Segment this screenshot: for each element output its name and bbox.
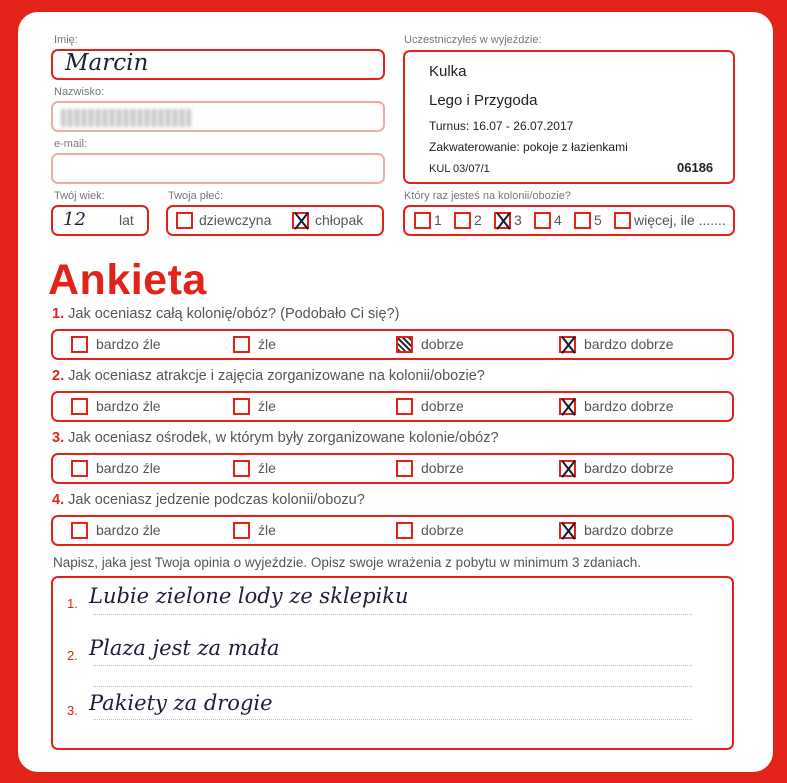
q3-option-bad-checkbox[interactable]: [233, 460, 250, 477]
gender-label: Twoja płeć:: [168, 190, 224, 202]
times-2-checkbox[interactable]: [454, 212, 471, 229]
times-5-checkbox[interactable]: [574, 212, 591, 229]
times-3-checkbox[interactable]: [494, 212, 511, 229]
gender-boy-label: chłopak: [315, 212, 364, 228]
q4-option-very-good-checkbox[interactable]: [559, 522, 576, 539]
opinion-textarea[interactable]: [51, 576, 734, 750]
question-2: [52, 368, 485, 384]
trip-accommodation: Zakwaterowanie: pokoje z łazienkami: [429, 140, 628, 154]
question-3-text: Jak oceniasz ośrodek, w którym były zorganizowane kolonie/obóz?: [68, 430, 499, 446]
q2-option-bad-label: źle: [258, 398, 276, 414]
age-field[interactable]: [51, 205, 149, 236]
question-1-answers: [51, 329, 734, 360]
trip-turnus: Turnus: 16.07 - 26.07.2017: [429, 119, 574, 133]
q3-option-very-bad-checkbox[interactable]: [71, 460, 88, 477]
question-4-number: 4.: [52, 492, 65, 508]
q3-option-very-bad-label: bardzo źle: [96, 460, 161, 476]
opinion-line-2-text: Plaza jest za mała: [89, 636, 280, 660]
surname-field[interactable]: [51, 101, 385, 132]
age-unit: lat: [119, 212, 134, 228]
q1-option-bad-label: źle: [258, 336, 276, 352]
question-3-answers: [51, 453, 734, 484]
question-4-answers: [51, 515, 734, 546]
q1-option-very-bad-checkbox[interactable]: [71, 336, 88, 353]
q1-option-bad-checkbox[interactable]: [233, 336, 250, 353]
q3-option-bad-label: źle: [258, 460, 276, 476]
q4-option-very-bad-label: bardzo źle: [96, 522, 161, 538]
q4-option-very-bad-checkbox[interactable]: [71, 522, 88, 539]
name-label: Imię:: [54, 34, 78, 46]
q4-option-bad-label: źle: [258, 522, 276, 538]
q1-option-good-label: dobrze: [421, 336, 464, 352]
q4-option-very-good-label: bardzo dobrze: [584, 522, 674, 538]
question-4-text: Jak oceniasz jedzenie podczas kolonii/obozu?: [68, 492, 365, 508]
gender-girl-checkbox[interactable]: [176, 212, 193, 229]
q4-option-bad-checkbox[interactable]: [233, 522, 250, 539]
times-4-label: 4: [554, 212, 562, 228]
opinion-line-3-text: Pakiety za drogie: [89, 691, 273, 715]
question-2-text: Jak oceniasz atrakcje i zajęcia zorganizowane na kolonii/obozie?: [68, 368, 485, 384]
opinion-line-1-text: Lubie zielone lody ze sklepiku: [89, 584, 409, 608]
q3-option-very-good-label: bardzo dobrze: [584, 460, 674, 476]
q1-option-very-bad-label: bardzo źle: [96, 336, 161, 352]
q1-option-very-good-label: bardzo dobrze: [584, 336, 674, 352]
times-1-label: 1: [434, 212, 442, 228]
times-2-label: 2: [474, 212, 482, 228]
opinion-line-1-number: 1.: [67, 596, 78, 611]
q1-option-very-good-checkbox[interactable]: [559, 336, 576, 353]
question-3: [52, 430, 499, 446]
gender-girl-label: dziewczyna: [199, 212, 272, 228]
gender-boy-checkbox[interactable]: [292, 212, 309, 229]
trip-info-box: [403, 50, 735, 184]
opinion-prompt: Napisz, jaka jest Twoja opinia o wyjeździe. Opisz swoje wrażenia z pobytu w minimum 3 zdaniach.: [53, 555, 642, 570]
surname-redaction: [61, 109, 191, 127]
email-label: e-mail:: [54, 138, 88, 150]
times-more-checkbox[interactable]: [614, 212, 631, 229]
question-3-number: 3.: [52, 430, 65, 446]
trip-line2: Lego i Przygoda: [429, 92, 538, 109]
q4-option-good-label: dobrze: [421, 522, 464, 538]
q2-option-good-checkbox[interactable]: [396, 398, 413, 415]
q2-option-very-good-checkbox[interactable]: [559, 398, 576, 415]
trip-label: Uczestniczyłeś w wyjeździe:: [404, 34, 542, 46]
q2-option-very-bad-checkbox[interactable]: [71, 398, 88, 415]
trip-line1: Kulka: [429, 63, 467, 80]
age-label: Twój wiek:: [54, 190, 105, 202]
times-more-label: więcej, ile .......: [634, 212, 726, 228]
q3-option-very-good-checkbox[interactable]: [559, 460, 576, 477]
question-2-answers: [51, 391, 734, 422]
times-4-checkbox[interactable]: [534, 212, 551, 229]
times-3-label: 3: [514, 212, 522, 228]
trip-code: KUL 03/07/1: [429, 163, 490, 175]
times-5-label: 5: [594, 212, 602, 228]
q2-option-very-bad-label: bardzo źle: [96, 398, 161, 414]
age-value: 12: [63, 209, 86, 230]
gender-field: [166, 205, 384, 236]
q4-option-good-checkbox[interactable]: [396, 522, 413, 539]
opinion-line-3-number: 3.: [67, 703, 78, 718]
times-label: Który raz jesteś na kolonii/obozie?: [404, 190, 571, 202]
q3-option-good-label: dobrze: [421, 460, 464, 476]
survey-form-page: [18, 12, 773, 772]
q2-option-good-label: dobrze: [421, 398, 464, 414]
times-1-checkbox[interactable]: [414, 212, 431, 229]
question-1-number: 1.: [52, 306, 65, 322]
name-value: Marcin: [65, 50, 149, 76]
surname-label: Nazwisko:: [54, 86, 105, 98]
name-field[interactable]: [51, 49, 385, 80]
times-field: [403, 205, 735, 236]
q2-option-bad-checkbox[interactable]: [233, 398, 250, 415]
survey-title: Ankieta: [48, 256, 207, 304]
opinion-line-2-number: 2.: [67, 648, 78, 663]
q3-option-good-checkbox[interactable]: [396, 460, 413, 477]
q2-option-very-good-label: bardzo dobrze: [584, 398, 674, 414]
question-1: [52, 306, 399, 322]
question-1-text: Jak oceniasz całą kolonię/obóz? (Podobało Ci się?): [68, 306, 400, 322]
question-4: [52, 492, 365, 508]
q1-option-good-checkbox-scribbled[interactable]: [396, 336, 413, 353]
trip-number: 06186: [677, 160, 714, 175]
question-2-number: 2.: [52, 368, 65, 384]
email-field[interactable]: [51, 153, 385, 184]
